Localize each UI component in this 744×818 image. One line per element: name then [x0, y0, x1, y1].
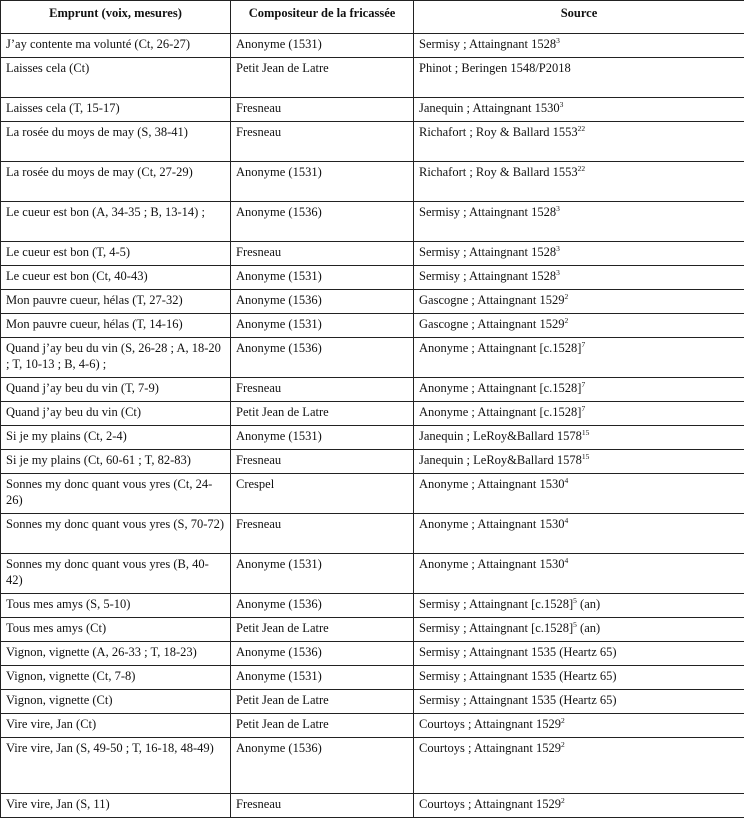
- table-row: [1, 738, 744, 794]
- cell-emprunt: Vire vire, Jan (S, 49-50 ; T, 16-18, 48-49): [1, 738, 231, 794]
- cell-compositeur: Anonyme (1536): [231, 594, 414, 618]
- cell-emprunt: Le cueur est bon (T, 4-5): [1, 242, 231, 266]
- cell-emprunt: Vignon, vignette (Ct): [1, 690, 231, 714]
- cell-source: [414, 202, 744, 242]
- table-row: [1, 474, 744, 514]
- cell-compositeur: Petit Jean de Latre: [231, 58, 414, 98]
- source-text: Phinot ; Beringen 1548/P2018: [419, 61, 571, 75]
- footnote-ref: 2: [561, 740, 565, 749]
- footnote-ref: 2: [561, 716, 565, 725]
- cell-source: [414, 402, 744, 426]
- column-header-emprunt: Emprunt (voix, mesures): [1, 1, 231, 34]
- table-row: [1, 402, 744, 426]
- cell-emprunt: Si je my plains (Ct, 2-4): [1, 426, 231, 450]
- cell-compositeur: Petit Jean de Latre: [231, 690, 414, 714]
- footnote-ref: 4: [564, 556, 568, 565]
- footnote-ref: 3: [556, 244, 560, 253]
- cell-emprunt: Quand j’ay beu du vin (T, 7-9): [1, 378, 231, 402]
- footnote-ref: 7: [581, 380, 585, 389]
- cell-compositeur: Crespel: [231, 474, 414, 514]
- source-text: Richafort ; Roy & Ballard 1553: [419, 125, 578, 139]
- cell-source: [414, 338, 744, 378]
- cell-emprunt: Vire vire, Jan (S, 11): [1, 794, 231, 818]
- cell-compositeur: Petit Jean de Latre: [231, 714, 414, 738]
- cell-emprunt: Vire vire, Jan (Ct): [1, 714, 231, 738]
- cell-source: [414, 58, 744, 98]
- table-row: [1, 618, 744, 642]
- source-suffix: (an): [577, 597, 600, 611]
- footnote-ref: 15: [582, 452, 590, 461]
- footnote-ref: 3: [556, 268, 560, 277]
- cell-emprunt: Mon pauvre cueur, hélas (T, 27-32): [1, 290, 231, 314]
- cell-source: [414, 314, 744, 338]
- cell-source: [414, 690, 744, 714]
- cell-source: [414, 514, 744, 554]
- footnote-ref: 15: [582, 428, 590, 437]
- source-text: Sermisy ; Attaingnant 1528: [419, 245, 556, 259]
- table-row: [1, 242, 744, 266]
- footnote-ref: 2: [561, 796, 565, 805]
- footnote-ref: 5: [573, 596, 577, 605]
- source-text: Courtoys ; Attaingnant 1529: [419, 797, 561, 811]
- cell-compositeur: Fresneau: [231, 98, 414, 122]
- table-row: [1, 290, 744, 314]
- cell-source: [414, 242, 744, 266]
- source-text: Sermisy ; Attaingnant 1528: [419, 269, 556, 283]
- cell-source: [414, 98, 744, 122]
- footnote-ref: 22: [578, 124, 586, 133]
- cell-compositeur: Anonyme (1531): [231, 426, 414, 450]
- cell-emprunt: Si je my plains (Ct, 60-61 ; T, 82-83): [1, 450, 231, 474]
- cell-compositeur: Fresneau: [231, 794, 414, 818]
- cell-source: [414, 450, 744, 474]
- cell-compositeur: Anonyme (1536): [231, 202, 414, 242]
- footnote-ref: 3: [556, 36, 560, 45]
- cell-source: [414, 426, 744, 450]
- cell-emprunt: Tous mes amys (Ct): [1, 618, 231, 642]
- table-row: [1, 666, 744, 690]
- source-text: Sermisy ; Attaingnant 1535 (Heartz 65): [419, 693, 617, 707]
- cell-compositeur: Petit Jean de Latre: [231, 402, 414, 426]
- cell-compositeur: Anonyme (1531): [231, 266, 414, 290]
- table-row: [1, 426, 744, 450]
- footnote-ref: 7: [581, 340, 585, 349]
- source-text: Courtoys ; Attaingnant 1529: [419, 717, 561, 731]
- cell-emprunt: Laisses cela (T, 15-17): [1, 98, 231, 122]
- table-row: [1, 34, 744, 58]
- footnote-ref: 3: [556, 204, 560, 213]
- source-text: Anonyme ; Attaingnant 1530: [419, 557, 564, 571]
- source-text: Janequin ; Attaingnant 1530: [419, 101, 560, 115]
- table-row: [1, 266, 744, 290]
- cell-emprunt: Quand j’ay beu du vin (Ct): [1, 402, 231, 426]
- table-row: [1, 794, 744, 818]
- footnote-ref: 4: [564, 476, 568, 485]
- cell-emprunt: Le cueur est bon (Ct, 40-43): [1, 266, 231, 290]
- source-text: Gascogne ; Attaingnant 1529: [419, 317, 564, 331]
- cell-compositeur: Petit Jean de Latre: [231, 618, 414, 642]
- cell-emprunt: Le cueur est bon (A, 34-35 ; B, 13-14) ;: [1, 202, 231, 242]
- cell-source: [414, 738, 744, 794]
- cell-source: [414, 378, 744, 402]
- source-text: Sermisy ; Attaingnant [c.1528]: [419, 621, 573, 635]
- cell-source: [414, 714, 744, 738]
- table-row: [1, 378, 744, 402]
- table-row: [1, 122, 744, 162]
- cell-compositeur: Anonyme (1531): [231, 314, 414, 338]
- source-text: Anonyme ; Attaingnant 1530: [419, 517, 564, 531]
- cell-source: [414, 290, 744, 314]
- table-row: [1, 314, 744, 338]
- cell-compositeur: Anonyme (1531): [231, 162, 414, 202]
- source-suffix: (an): [577, 621, 600, 635]
- cell-compositeur: Fresneau: [231, 514, 414, 554]
- cell-compositeur: Anonyme (1531): [231, 666, 414, 690]
- table-row: [1, 514, 744, 554]
- table-row: [1, 714, 744, 738]
- cell-emprunt: Quand j’ay beu du vin (S, 26-28 ; A, 18-20 ; T, 10-13 ; B, 4-6) ;: [1, 338, 231, 378]
- cell-source: [414, 642, 744, 666]
- table-row: [1, 58, 744, 98]
- cell-source: [414, 666, 744, 690]
- footnote-ref: 7: [581, 404, 585, 413]
- cell-source: [414, 594, 744, 618]
- table-row: [1, 338, 744, 378]
- cell-source: [414, 162, 744, 202]
- source-text: Sermisy ; Attaingnant 1528: [419, 205, 556, 219]
- table-body: [1, 34, 744, 818]
- column-header-source: Source: [414, 1, 744, 34]
- header-row: [1, 1, 744, 34]
- cell-emprunt: La rosée du moys de may (S, 38-41): [1, 122, 231, 162]
- footnote-ref: 5: [573, 620, 577, 629]
- cell-source: [414, 618, 744, 642]
- source-text: Sermisy ; Attaingnant 1535 (Heartz 65): [419, 669, 617, 683]
- cell-compositeur: Anonyme (1536): [231, 642, 414, 666]
- cell-compositeur: Fresneau: [231, 122, 414, 162]
- footnote-ref: 22: [578, 164, 586, 173]
- cell-emprunt: J’ay contente ma volunté (Ct, 26-27): [1, 34, 231, 58]
- cell-emprunt: Vignon, vignette (Ct, 7-8): [1, 666, 231, 690]
- cell-emprunt: Sonnes my donc quant vous yres (Ct, 24-26): [1, 474, 231, 514]
- cell-source: [414, 554, 744, 594]
- table-row: [1, 554, 744, 594]
- source-text: Richafort ; Roy & Ballard 1553: [419, 165, 578, 179]
- cell-compositeur: Anonyme (1536): [231, 738, 414, 794]
- table-row: [1, 690, 744, 714]
- cell-emprunt: Laisses cela (Ct): [1, 58, 231, 98]
- cell-emprunt: Mon pauvre cueur, hélas (T, 14-16): [1, 314, 231, 338]
- cell-emprunt: La rosée du moys de may (Ct, 27-29): [1, 162, 231, 202]
- cell-source: [414, 794, 744, 818]
- cell-source: [414, 122, 744, 162]
- table-row: [1, 98, 744, 122]
- table-row: [1, 162, 744, 202]
- source-text: Gascogne ; Attaingnant 1529: [419, 293, 564, 307]
- source-text: Sermisy ; Attaingnant [c.1528]: [419, 597, 573, 611]
- source-text: Anonyme ; Attaingnant [c.1528]: [419, 381, 581, 395]
- table-row: [1, 594, 744, 618]
- cell-compositeur: Fresneau: [231, 242, 414, 266]
- cell-compositeur: Anonyme (1531): [231, 34, 414, 58]
- source-text: Courtoys ; Attaingnant 1529: [419, 741, 561, 755]
- source-text: Sermisy ; Attaingnant 1535 (Heartz 65): [419, 645, 617, 659]
- source-text: Anonyme ; Attaingnant [c.1528]: [419, 341, 581, 355]
- cell-emprunt: Sonnes my donc quant vous yres (S, 70-72): [1, 514, 231, 554]
- cell-emprunt: Tous mes amys (S, 5-10): [1, 594, 231, 618]
- column-header-compositeur: Compositeur de la fricassée: [231, 1, 414, 34]
- footnote-ref: 3: [560, 100, 564, 109]
- cell-compositeur: Anonyme (1536): [231, 338, 414, 378]
- footnote-ref: 2: [564, 292, 568, 301]
- footnote-ref: 2: [564, 316, 568, 325]
- source-text: Anonyme ; Attaingnant [c.1528]: [419, 405, 581, 419]
- cell-source: [414, 34, 744, 58]
- cell-emprunt: Sonnes my donc quant vous yres (B, 40-42): [1, 554, 231, 594]
- source-text: Janequin ; LeRoy&Ballard 1578: [419, 429, 582, 443]
- cell-source: [414, 474, 744, 514]
- source-text: Janequin ; LeRoy&Ballard 1578: [419, 453, 582, 467]
- footnote-ref: 4: [564, 516, 568, 525]
- cell-compositeur: Fresneau: [231, 378, 414, 402]
- cell-source: [414, 266, 744, 290]
- table-row: [1, 450, 744, 474]
- table-row: [1, 202, 744, 242]
- source-text: Anonyme ; Attaingnant 1530: [419, 477, 564, 491]
- cell-compositeur: Fresneau: [231, 450, 414, 474]
- cell-compositeur: Anonyme (1536): [231, 290, 414, 314]
- table-row: [1, 642, 744, 666]
- cell-emprunt: Vignon, vignette (A, 26-33 ; T, 18-23): [1, 642, 231, 666]
- source-text: Sermisy ; Attaingnant 1528: [419, 37, 556, 51]
- cell-compositeur: Anonyme (1531): [231, 554, 414, 594]
